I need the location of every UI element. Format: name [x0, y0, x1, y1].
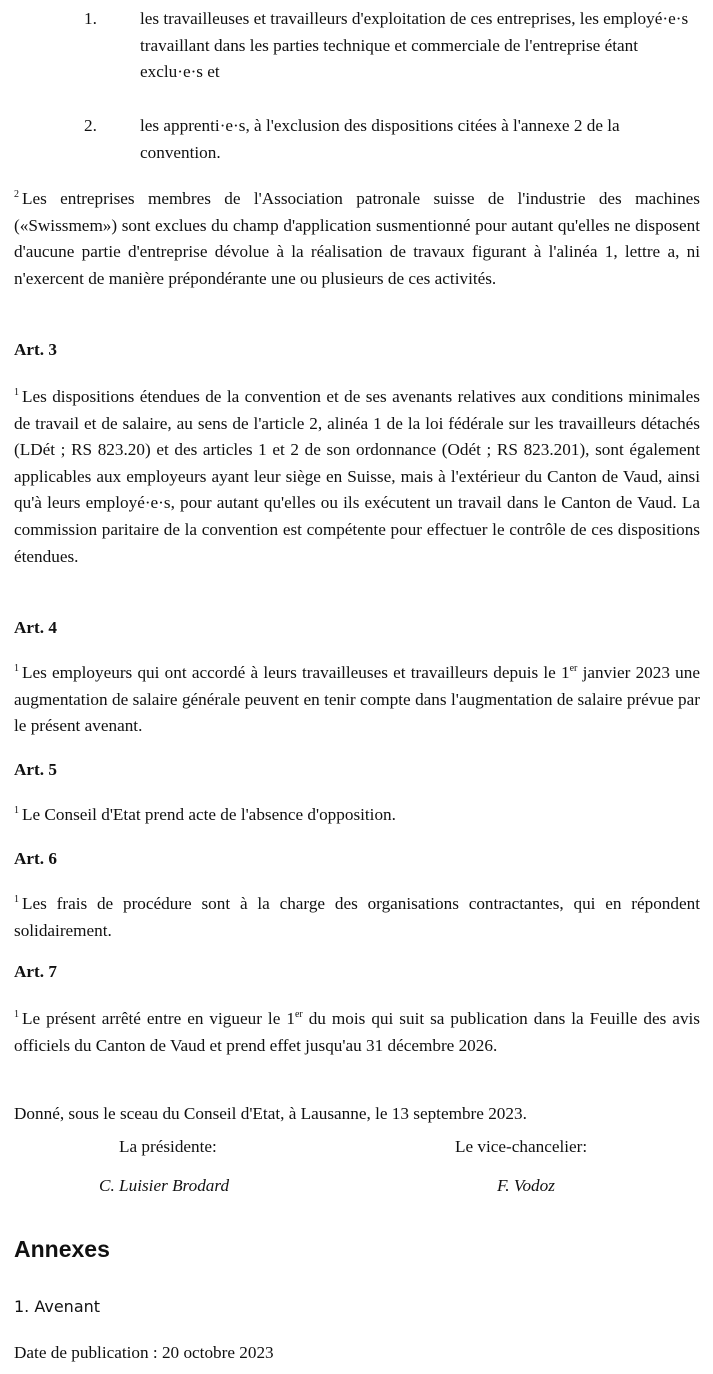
paragraph-text: Le Conseil d'Etat prend acte de l'absence d'opposition.: [22, 805, 396, 824]
article-heading-3: Art. 3: [14, 340, 57, 359]
paragraph-number: 1: [14, 1009, 19, 1020]
list-number: 2.: [84, 116, 97, 135]
publication-date: Date de publication : 20 octobre 2023: [14, 1343, 274, 1362]
paragraph-text: Les entreprises membres de l'Association patronale suisse de l'industrie des machines («Swissmem») sont exclues du champ d'application susmentionné pour autant qu'elles ne disposent d'aucune partie d'entreprise dévolue à la réalisation de travaux figurant à l'alinéa 1, lettre a, ni n'exercent de manière prépondérante une ou plusieurs de ces activités.: [14, 189, 700, 288]
paragraph-text-start: Le présent arrêté entre en vigueur le 1: [22, 1009, 295, 1028]
article-7-paragraph: [14, 1006, 700, 1059]
ordinal-superscript: er: [294, 1009, 303, 1020]
paragraph-text-end: du mois qui suit sa publication dans la Feuille des avis officiels du Canton de Vaud et prend effet jusqu'au 31 décembre 2026.: [14, 1009, 700, 1055]
signature-name-president: C. Luisier Brodard: [99, 1176, 230, 1195]
paragraph-text: Les dispositions étendues de la convention et de ses avenants relatives aux conditions minimales de travail et de salaire, au sens de l'article 2, alinéa 1 de la loi fédérale sur les travailleurs détachés (LDét ; RS 823.20) et des articles 1 et 2 de son ordonnance (Odét ; RS 823.201), sont également applicables aux employeurs ayant leur siège en Suisse, mais à l'extérieur du Canton de Vaud, ainsi qu'à leurs employé·e·s, pour autant qu'elles ou ils exécutent un travail dans le Canton de Vaud. La commission paritaire de la convention est compétente pour effectuer le contrôle de ces dispositions étendues.: [14, 387, 700, 566]
list-number: 1.: [84, 9, 97, 28]
paragraph-number: 1: [14, 894, 19, 905]
paragraph-number: 2: [14, 189, 19, 200]
paragraph-text-end: janvier 2023 une augmentation de salaire générale peuvent en tenir compte dans l'augmentation de salaire prévue par le présent avenant.: [14, 663, 700, 736]
annexes-heading: Annexes: [14, 1236, 110, 1262]
paragraph-number: 1: [14, 663, 19, 674]
signature-label-vice-chancellor: Le vice-chancelier:: [455, 1137, 588, 1156]
article-heading-4: Art. 4: [14, 618, 57, 637]
paragraph-number: 1: [14, 805, 19, 816]
article-6-paragraph: [14, 891, 700, 944]
paragraph-swissmem: [14, 186, 700, 292]
article-heading-7: Art. 7: [14, 962, 57, 981]
annex-item-avenant[interactable]: 1. Avenant: [14, 1297, 101, 1316]
paragraph-number: 1: [14, 387, 19, 398]
ordinal-superscript: er: [569, 663, 578, 674]
signature-label-president: La présidente:: [119, 1137, 217, 1156]
signature-name-vice-chancellor: F. Vodoz: [497, 1176, 555, 1195]
list-text: les travailleuses et travailleurs d'exploitation de ces entreprises, les employé·e·s travaillant dans les parties technique et commerciale de l'entreprise étant exclu·e·s et: [140, 9, 689, 81]
article-4-paragraph: [14, 660, 700, 740]
list-text: les apprenti·e·s, à l'exclusion des dispositions citées à l'annexe 2 de la convention.: [140, 116, 620, 162]
paragraph-text: Les frais de procédure sont à la charge des organisations contractantes, qui en répondent solidairement.: [14, 894, 700, 940]
article-heading-6: Art. 6: [14, 849, 57, 868]
article-3-paragraph: [14, 384, 700, 570]
paragraph-text-start: Les employeurs qui ont accordé à leurs travailleuses et travailleurs depuis le 1: [22, 663, 570, 682]
article-heading-5: Art. 5: [14, 760, 57, 779]
given-statement: Donné, sous le sceau du Conseil d'Etat, à Lausanne, le 13 septembre 2023.: [14, 1104, 527, 1123]
article-5-paragraph: [14, 802, 700, 829]
